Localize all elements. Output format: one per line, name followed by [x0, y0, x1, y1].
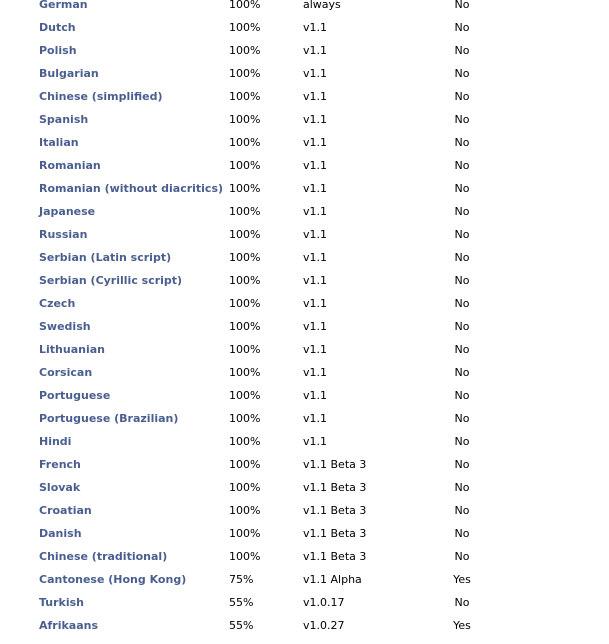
table-row	[39, 154, 492, 177]
flag-cell: No	[454, 550, 470, 563]
language-cell	[39, 568, 229, 591]
language-cell	[39, 315, 229, 338]
flag-cell: Yes	[453, 619, 471, 632]
completion-cell: 55%	[229, 596, 254, 609]
flag-cell: No	[454, 274, 470, 287]
language-cell	[39, 453, 229, 476]
language-cell	[39, 361, 229, 384]
version-cell: v1.1	[303, 274, 328, 287]
completion-cell: 75%	[229, 573, 254, 586]
table-row	[39, 16, 492, 39]
flag-cell: No	[454, 366, 470, 379]
language-cell	[39, 430, 229, 453]
language-link[interactable]: Danish	[39, 527, 82, 540]
language-cell	[39, 62, 229, 85]
language-link[interactable]: Turkish	[39, 596, 85, 609]
table-row	[39, 614, 492, 637]
completion-cell: 100%	[229, 389, 261, 402]
completion-cell: 100%	[229, 366, 261, 379]
flag-cell: No	[454, 527, 470, 540]
language-cell	[39, 522, 229, 545]
table-row	[39, 223, 492, 246]
language-cell	[39, 246, 229, 269]
table-row	[39, 522, 492, 545]
completion-cell: 100%	[229, 343, 261, 356]
flag-cell: No	[454, 205, 470, 218]
version-cell: v1.1 Beta 3	[303, 481, 367, 494]
version-cell: v1.1	[303, 67, 328, 80]
flag-cell: No	[454, 136, 470, 149]
language-cell	[39, 0, 229, 16]
language-link[interactable]: Czech	[39, 297, 76, 310]
language-cell	[39, 16, 229, 39]
version-cell: v1.1	[303, 182, 328, 195]
language-link[interactable]: Japanese	[39, 205, 96, 218]
language-cell	[39, 131, 229, 154]
language-link[interactable]: Corsican	[39, 366, 93, 379]
completion-cell: 100%	[229, 205, 261, 218]
language-cell	[39, 108, 229, 131]
table-row	[39, 591, 492, 614]
language-link[interactable]: Portuguese (Brazilian)	[39, 412, 179, 425]
flag-cell: No	[454, 504, 470, 517]
completion-cell: 100%	[229, 67, 261, 80]
language-link[interactable]: Serbian (Cyrillic script)	[39, 274, 183, 287]
languages-table	[39, 0, 492, 637]
flag-cell: No	[454, 343, 470, 356]
version-cell: v1.1	[303, 412, 328, 425]
language-link[interactable]: Lithuanian	[39, 343, 105, 356]
version-cell: v1.1	[303, 44, 328, 57]
table-row	[39, 177, 492, 200]
flag-cell: No	[454, 297, 470, 310]
completion-cell: 100%	[229, 458, 261, 471]
language-link[interactable]: Russian	[39, 228, 88, 241]
completion-cell: 100%	[229, 481, 261, 494]
flag-cell: No	[454, 481, 470, 494]
version-cell: v1.1 Beta 3	[303, 504, 367, 517]
language-cell	[39, 85, 229, 108]
version-cell: v1.1	[303, 90, 328, 103]
completion-cell: 100%	[229, 113, 261, 126]
language-cell	[39, 384, 229, 407]
flag-cell: No	[454, 159, 470, 172]
language-link[interactable]: Hindi	[39, 435, 72, 448]
flag-cell: No	[454, 113, 470, 126]
table-row	[39, 568, 492, 591]
language-cell	[39, 292, 229, 315]
completion-cell: 100%	[229, 251, 261, 264]
flag-cell: No	[454, 228, 470, 241]
table-row	[39, 0, 492, 16]
table-row	[39, 361, 492, 384]
flag-cell: No	[454, 44, 470, 57]
language-link[interactable]: Bulgarian	[39, 67, 99, 80]
table-row	[39, 269, 492, 292]
completion-cell: 100%	[229, 44, 261, 57]
flag-cell: No	[454, 320, 470, 333]
flag-cell: No	[454, 596, 470, 609]
completion-cell: 100%	[229, 90, 261, 103]
completion-cell: 100%	[229, 228, 261, 241]
version-cell: v1.1	[303, 320, 328, 333]
flag-cell: No	[454, 21, 470, 34]
table-row	[39, 338, 492, 361]
language-link[interactable]: Polish	[39, 44, 77, 57]
table-row	[39, 499, 492, 522]
table-row	[39, 200, 492, 223]
language-link[interactable]: Portuguese	[39, 389, 111, 402]
flag-cell: No	[454, 435, 470, 448]
language-cell	[39, 407, 229, 430]
table-row	[39, 246, 492, 269]
language-link[interactable]: Slovak	[39, 481, 81, 494]
version-cell: v1.1	[303, 251, 328, 264]
version-cell: v1.1	[303, 297, 328, 310]
table-row	[39, 85, 492, 108]
flag-cell: No	[454, 0, 470, 11]
table-row	[39, 292, 492, 315]
language-link[interactable]: Chinese (traditional)	[39, 550, 168, 563]
language-link[interactable]: Serbian (Latin script)	[39, 251, 172, 264]
language-link[interactable]: Afrikaans	[39, 619, 99, 632]
version-cell: v1.1	[303, 435, 328, 448]
table-row	[39, 430, 492, 453]
language-cell	[39, 154, 229, 177]
completion-cell: 100%	[229, 182, 261, 195]
flag-cell: No	[454, 182, 470, 195]
language-cell	[39, 614, 229, 637]
version-cell: v1.1	[303, 159, 328, 172]
table-row	[39, 545, 492, 568]
completion-cell: 100%	[229, 297, 261, 310]
version-cell: v1.1	[303, 113, 328, 126]
version-cell: always	[303, 0, 341, 11]
completion-cell: 100%	[229, 0, 261, 11]
completion-cell: 100%	[229, 412, 261, 425]
completion-cell: 100%	[229, 320, 261, 333]
language-cell	[39, 39, 229, 62]
flag-cell: No	[454, 458, 470, 471]
language-link[interactable]: Romanian (without diacritics)	[39, 182, 224, 195]
completion-cell: 100%	[229, 435, 261, 448]
version-cell: v1.1	[303, 205, 328, 218]
language-link[interactable]: Spanish	[39, 113, 89, 126]
language-link[interactable]: Cantonese (Hong Kong)	[39, 573, 187, 586]
table-row	[39, 407, 492, 430]
completion-cell: 100%	[229, 136, 261, 149]
language-cell	[39, 223, 229, 246]
language-link[interactable]: Chinese (simplified)	[39, 90, 163, 103]
version-cell: v1.1	[303, 21, 328, 34]
table-row	[39, 39, 492, 62]
completion-cell: 100%	[229, 21, 261, 34]
completion-cell: 55%	[229, 619, 254, 632]
languages-table-body	[39, 0, 492, 637]
language-cell	[39, 177, 229, 200]
completion-cell: 100%	[229, 550, 261, 563]
language-cell	[39, 476, 229, 499]
version-cell: v1.1 Beta 3	[303, 550, 367, 563]
table-row	[39, 384, 492, 407]
version-cell: v1.0.27	[303, 619, 345, 632]
version-cell: v1.1	[303, 366, 328, 379]
language-link[interactable]: Italian	[39, 136, 79, 149]
table-row	[39, 476, 492, 499]
version-cell: v1.1 Beta 3	[303, 527, 367, 540]
flag-cell: Yes	[453, 573, 471, 586]
language-cell	[39, 269, 229, 292]
language-link[interactable]: Romanian	[39, 159, 101, 172]
completion-cell: 100%	[229, 274, 261, 287]
language-cell	[39, 591, 229, 614]
version-cell: v1.1	[303, 228, 328, 241]
language-link[interactable]: French	[39, 458, 81, 471]
language-link[interactable]: Croatian	[39, 504, 92, 517]
completion-cell: 100%	[229, 504, 261, 517]
completion-cell: 100%	[229, 527, 261, 540]
table-row	[39, 131, 492, 154]
flag-cell: No	[454, 389, 470, 402]
version-cell: v1.1	[303, 389, 328, 402]
version-cell: v1.1 Alpha	[303, 573, 362, 586]
table-row	[39, 62, 492, 85]
version-cell: v1.0.17	[303, 596, 345, 609]
language-link[interactable]: Swedish	[39, 320, 91, 333]
language-cell	[39, 200, 229, 223]
table-row	[39, 108, 492, 131]
table-row	[39, 315, 492, 338]
flag-cell: No	[454, 251, 470, 264]
flag-cell: No	[454, 90, 470, 103]
completion-cell: 100%	[229, 159, 261, 172]
language-cell	[39, 338, 229, 361]
table-row	[39, 453, 492, 476]
version-cell: v1.1 Beta 3	[303, 458, 367, 471]
flag-cell: No	[454, 67, 470, 80]
language-link[interactable]: German	[39, 0, 88, 11]
language-cell	[39, 499, 229, 522]
version-cell: v1.1	[303, 343, 328, 356]
language-cell	[39, 545, 229, 568]
language-link[interactable]: Dutch	[39, 21, 76, 34]
flag-cell: No	[454, 412, 470, 425]
version-cell: v1.1	[303, 136, 328, 149]
